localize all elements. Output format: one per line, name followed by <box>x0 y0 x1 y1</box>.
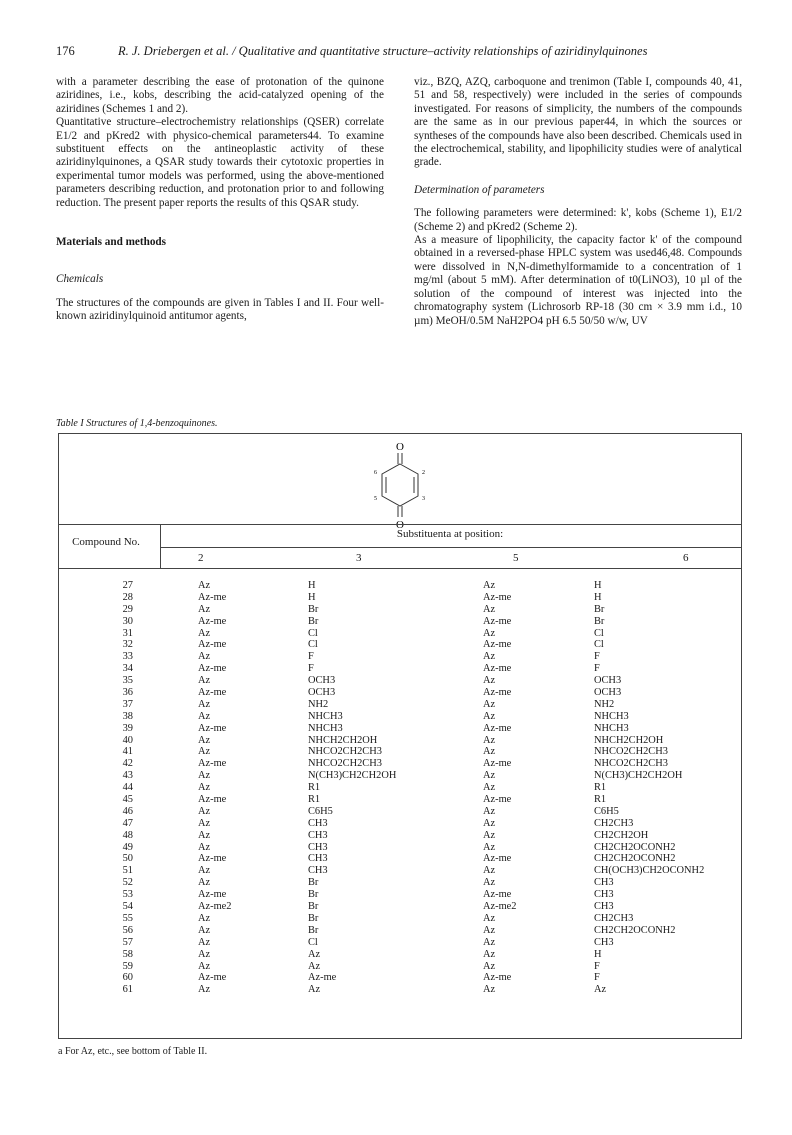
substituent-5: Az <box>483 651 496 663</box>
substituent-5: Az-me <box>483 663 512 675</box>
substituent-3: NH2 <box>308 698 329 710</box>
substituent-5: Az-me2 <box>483 901 517 913</box>
substituent-3: Br <box>308 901 319 913</box>
table-row <box>58 616 740 628</box>
substituent-6: H <box>594 948 602 960</box>
compound-number: 61 <box>122 984 133 996</box>
right-column <box>414 76 742 328</box>
substituent-6: R1 <box>594 794 607 806</box>
substituent-6: CH2CH2OH <box>594 829 649 841</box>
table-row <box>58 628 740 640</box>
substituent-2: Az-me <box>198 972 227 984</box>
substituent-2: Az <box>198 603 211 615</box>
table-row <box>58 913 740 925</box>
table-row <box>58 865 740 877</box>
header-position-3: 3 <box>356 552 362 564</box>
substituent-3: Br <box>308 924 319 936</box>
table-row <box>58 639 740 651</box>
substituent-2: Az <box>198 580 211 591</box>
substituent-6: CH2CH2OCONH2 <box>594 853 676 865</box>
oxygen-top-label: O <box>396 441 404 453</box>
substituent-2: Az <box>198 817 211 829</box>
substituent-6: Az <box>594 984 607 996</box>
compound-number: 41 <box>122 746 133 758</box>
substituent-5: Az <box>483 841 496 853</box>
table-row <box>58 711 740 723</box>
substituent-3: Az-me <box>308 972 337 984</box>
left-paragraph-3: The structures of the compounds are given in Tables I and II. Four well-known aziridinylquinoid antitumor agents, <box>56 296 384 323</box>
substituent-5: Az <box>483 627 496 639</box>
table-row <box>58 853 740 865</box>
substituent-6: CH2CH3 <box>594 817 634 829</box>
table-row <box>58 746 740 758</box>
section-heading: Materials and methods <box>56 236 167 249</box>
substituent-6: CH3 <box>594 936 614 948</box>
table-row <box>58 687 740 699</box>
compound-number: 43 <box>122 770 133 782</box>
substituent-6: C6H5 <box>594 805 619 817</box>
substituent-2: Az <box>198 770 211 782</box>
substituent-3: Az <box>308 984 321 996</box>
substituent-5: Az <box>483 746 496 758</box>
table-row <box>58 699 740 711</box>
substituent-6: NHCH3 <box>594 710 629 722</box>
substituent-6: Cl <box>594 627 604 639</box>
compound-number: 33 <box>122 651 133 663</box>
substituent-5: Az <box>483 805 496 817</box>
substituent-6: F <box>594 960 600 972</box>
table-row <box>58 675 740 687</box>
right-paragraph-2: The following parameters were determined: k', kobs (Scheme 1), E1/2 (Scheme 2) and pKred2 (Scheme 2). <box>414 207 742 233</box>
position-2-label: 2 <box>422 470 425 476</box>
compound-number: 57 <box>122 936 133 948</box>
header-position-2: 2 <box>198 552 204 564</box>
table-rule-header <box>58 568 741 569</box>
substituent-2: Az <box>198 627 211 639</box>
substituent-6: R1 <box>594 782 607 794</box>
table-row <box>58 901 740 913</box>
header-substituent: Substituenta at position: <box>396 528 504 540</box>
substituent-6: H <box>594 591 602 603</box>
compound-number: 59 <box>122 960 133 972</box>
substituent-2: Az-me <box>198 663 227 675</box>
compound-number: 55 <box>122 912 133 924</box>
compound-number: 36 <box>122 687 133 699</box>
substituent-5: Az <box>483 817 496 829</box>
right-paragraph-1: viz., BZQ, AZQ, carboquone and trenimon (Table I, compounds 40, 41, 51 and 58, respectively) were included in the series of compounds investigated. For reasons of simplicity, the numbers of the compounds are the same as in our previous paper44, in which the sources or syntheses of the compounds have also been described. Chemicals used in the electrochemical, stability, and lipophilicity studies were of analytical grade. <box>414 76 742 169</box>
table-row <box>58 842 740 854</box>
substituent-6: NHCO2CH2CH3 <box>594 758 668 770</box>
compound-number: 27 <box>122 580 133 591</box>
substituent-2: Az-me <box>198 615 227 627</box>
page-number: 176 <box>56 44 75 58</box>
table-body <box>58 580 740 996</box>
substituent-5: Az <box>483 675 496 687</box>
substituent-5: Az-me <box>483 687 512 699</box>
table-rule-sub <box>160 547 741 548</box>
substituent-2: Az <box>198 948 211 960</box>
table-row <box>58 770 740 782</box>
substituent-3: Az <box>308 960 321 972</box>
substituent-6: Br <box>594 603 605 615</box>
position-5-label: 5 <box>374 496 377 502</box>
header-position-6: 6 <box>683 552 689 564</box>
substituent-6: Br <box>594 615 605 627</box>
compound-number: 29 <box>122 603 133 615</box>
compound-number: 39 <box>122 722 133 734</box>
substituent-3: OCH3 <box>308 675 336 687</box>
substituent-3: H <box>308 580 316 591</box>
subsection-chemicals: Chemicals <box>56 273 104 286</box>
substituent-2: Az-me <box>198 758 227 770</box>
substituent-3: F <box>308 663 314 675</box>
substituent-6: CH2CH3 <box>594 912 634 924</box>
substituent-3: Br <box>308 603 319 615</box>
table-row <box>58 937 740 949</box>
substituent-5: Az-me <box>483 794 512 806</box>
substituent-6: F <box>594 663 600 675</box>
substituent-5: Az-me <box>483 591 512 603</box>
substituent-3: H <box>308 591 316 603</box>
table-row <box>58 818 740 830</box>
table-row <box>58 580 740 592</box>
substituent-5: Az-me <box>483 639 512 651</box>
substituent-5: Az <box>483 770 496 782</box>
substituent-3: R1 <box>308 782 321 794</box>
substituent-2: Az <box>198 746 211 758</box>
compound-number: 35 <box>122 675 133 687</box>
compound-number: 48 <box>122 829 133 841</box>
substituent-2: Az-me <box>198 687 227 699</box>
substituent-3: Cl <box>308 639 318 651</box>
table-row <box>58 984 740 996</box>
substituent-2: Az <box>198 829 211 841</box>
substituent-3: Cl <box>308 936 318 948</box>
table-row <box>58 723 740 735</box>
table-row <box>58 925 740 937</box>
substituent-2: Az <box>198 675 211 687</box>
substituent-2: Az <box>198 960 211 972</box>
compound-number: 34 <box>122 663 133 675</box>
substituent-6: CH2CH2OCONH2 <box>594 841 676 853</box>
substituent-5: Az <box>483 865 496 877</box>
table-row <box>58 972 740 984</box>
substituent-5: Az <box>483 924 496 936</box>
substituent-2: Az <box>198 877 211 889</box>
substituent-5: Az-me <box>483 615 512 627</box>
substituent-5: Az <box>483 603 496 615</box>
substituent-6: NHCO2CH2CH3 <box>594 746 668 758</box>
compound-number: 60 <box>122 972 133 984</box>
position-6-label: 6 <box>374 470 377 476</box>
substituent-6: CH3 <box>594 877 614 889</box>
substituent-3: CH3 <box>308 841 328 853</box>
substituent-6: CH(OCH3)CH2OCONH2 <box>594 865 705 877</box>
right-paragraph-3: As a measure of lipophilicity, the capacity factor k' of the compound obtained in a reversed-phase HPLC system was used46,48. Compounds were dissolved in N,N-dimethylformamide to a concentration of 1 mg/ml (about 5 mM). After determination of t0(LiNO3), 10 µl of the solution of the compound of interest was injected into the chromatography system (Lichrosorb RP-18 (30 cm × 3.9 mm i.d., 10 µm) MeOH/0.5M NaH2PO4 pH 6.5 50/50 w/w, UV <box>414 234 742 327</box>
subsection-parameters: Determination of parameters <box>414 183 545 196</box>
position-3-label: 3 <box>422 496 425 502</box>
substituent-3: CH3 <box>308 853 328 865</box>
substituent-2: Az <box>198 865 211 877</box>
left-column <box>56 76 384 324</box>
substituent-5: Az <box>483 829 496 841</box>
table-row <box>58 604 740 616</box>
header-compound: Compound No. <box>72 536 140 548</box>
substituent-3: Cl <box>308 627 318 639</box>
substituent-2: Az <box>198 841 211 853</box>
substituent-5: Az <box>483 912 496 924</box>
benzoquinone-structure <box>340 440 460 530</box>
substituent-3: Br <box>308 877 319 889</box>
substituent-3: C6H5 <box>308 805 333 817</box>
substituent-3: NHCO2CH2CH3 <box>308 758 382 770</box>
table-row <box>58 830 740 842</box>
substituent-3: NHCH2CH2OH <box>308 734 378 746</box>
substituent-2: Az-me2 <box>198 901 232 913</box>
substituent-3: CH3 <box>308 829 328 841</box>
header-position-5: 5 <box>513 552 519 564</box>
table-row <box>58 794 740 806</box>
table-row <box>58 889 740 901</box>
compound-number: 54 <box>122 901 133 913</box>
table-caption: Table I Structures of 1,4-benzoquinones. <box>56 418 218 429</box>
substituent-2: Az-me <box>198 794 227 806</box>
compound-number: 56 <box>122 924 133 936</box>
compound-number: 50 <box>122 853 133 865</box>
compound-number: 40 <box>122 734 133 746</box>
substituent-5: Az <box>483 580 496 591</box>
compound-number: 51 <box>122 865 133 877</box>
substituent-2: Az <box>198 698 211 710</box>
substituent-3: Br <box>308 889 319 901</box>
substituent-6: CH3 <box>594 901 614 913</box>
compound-number: 46 <box>122 805 133 817</box>
substituent-3: NHCH3 <box>308 710 343 722</box>
running-title: R. J. Driebergen et al. / Qualitative and quantitative structure–activity relationships of aziridinylquinones <box>118 44 648 58</box>
substituent-3: CH3 <box>308 865 328 877</box>
compound-number: 28 <box>122 591 133 603</box>
substituent-5: Az <box>483 960 496 972</box>
left-paragraph-2: Quantitative structure–electrochemistry relationships (QSER) correlate E1/2 and pKred2 with physico-chemical parameters44. To examine substituent effects on the antineoplastic activity of these aziridinylquinones, a QSAR study towards their cytotoxic properties in experimental tumor models was performed, using the above-mentioned parameters describing reduction, and protonation prior to and following reduction. The present paper reports the results of this QSAR study. <box>56 116 384 209</box>
table-footnote: a For Az, etc., see bottom of Table II. <box>58 1046 208 1057</box>
table-row <box>58 806 740 818</box>
substituent-6: N(CH3)CH2CH2OH <box>594 770 683 782</box>
substituent-5: Az-me <box>483 889 512 901</box>
compound-number: 45 <box>122 794 133 806</box>
substituent-2: Az <box>198 912 211 924</box>
table-row <box>58 877 740 889</box>
table-row <box>58 782 740 794</box>
substituent-6: Cl <box>594 639 604 651</box>
substituent-2: Az <box>198 924 211 936</box>
substituent-5: Az <box>483 984 496 996</box>
substituent-6: NHCH3 <box>594 722 629 734</box>
compound-number: 32 <box>122 639 133 651</box>
substituent-5: Az <box>483 734 496 746</box>
compound-number: 58 <box>122 948 133 960</box>
oxygen-bottom-label: O <box>396 519 404 530</box>
left-paragraph-1: with a parameter describing the ease of protonation of the quinone aziridines, i.e., kobs, describing the acid-catalyzed opening of the aziridines (Schemes 1 and 2). <box>56 76 384 115</box>
compound-number: 52 <box>122 877 133 889</box>
substituent-5: Az-me <box>483 758 512 770</box>
substituent-2: Az <box>198 651 211 663</box>
substituent-2: Az-me <box>198 889 227 901</box>
table-row <box>58 758 740 770</box>
substituent-3: Az <box>308 948 321 960</box>
compound-number: 47 <box>122 817 133 829</box>
table-row <box>58 592 740 604</box>
substituent-5: Az-me <box>483 853 512 865</box>
substituent-6: OCH3 <box>594 687 622 699</box>
compound-number: 31 <box>122 627 133 639</box>
substituent-3: Br <box>308 912 319 924</box>
substituent-5: Az <box>483 877 496 889</box>
compound-number: 44 <box>122 782 133 794</box>
compound-number: 37 <box>122 698 133 710</box>
substituent-5: Az <box>483 948 496 960</box>
substituent-6: F <box>594 651 600 663</box>
substituent-6: OCH3 <box>594 675 622 687</box>
substituent-2: Az <box>198 984 211 996</box>
compound-number: 38 <box>122 710 133 722</box>
substituent-2: Az-me <box>198 591 227 603</box>
substituent-2: Az <box>198 734 211 746</box>
substituent-6: H <box>594 580 602 591</box>
substituent-3: NHCO2CH2CH3 <box>308 746 382 758</box>
substituent-3: OCH3 <box>308 687 336 699</box>
compound-number: 53 <box>122 889 133 901</box>
table-row <box>58 663 740 675</box>
substituent-2: Az <box>198 710 211 722</box>
substituent-2: Az <box>198 782 211 794</box>
substituent-3: CH3 <box>308 817 328 829</box>
table-row <box>58 651 740 663</box>
substituent-3: Br <box>308 615 319 627</box>
substituent-3: F <box>308 651 314 663</box>
substituent-3: R1 <box>308 794 321 806</box>
compound-number: 42 <box>122 758 133 770</box>
substituent-5: Az-me <box>483 722 512 734</box>
substituent-2: Az-me <box>198 853 227 865</box>
table-row <box>58 949 740 961</box>
substituent-6: CH3 <box>594 889 614 901</box>
substituent-6: NHCH2CH2OH <box>594 734 664 746</box>
substituent-5: Az <box>483 710 496 722</box>
substituent-5: Az <box>483 782 496 794</box>
compound-number: 30 <box>122 615 133 627</box>
substituent-2: Az-me <box>198 639 227 651</box>
table-row <box>58 735 740 747</box>
compound-number: 49 <box>122 841 133 853</box>
substituent-3: NHCH3 <box>308 722 343 734</box>
table-row <box>58 961 740 973</box>
substituent-2: Az-me <box>198 722 227 734</box>
substituent-2: Az <box>198 805 211 817</box>
substituent-6: F <box>594 972 600 984</box>
substituent-3: N(CH3)CH2CH2OH <box>308 770 397 782</box>
substituent-2: Az <box>198 936 211 948</box>
substituent-5: Az-me <box>483 972 512 984</box>
substituent-5: Az <box>483 698 496 710</box>
substituent-5: Az <box>483 936 496 948</box>
substituent-6: CH2CH2OCONH2 <box>594 924 676 936</box>
substituent-6: NH2 <box>594 698 615 710</box>
